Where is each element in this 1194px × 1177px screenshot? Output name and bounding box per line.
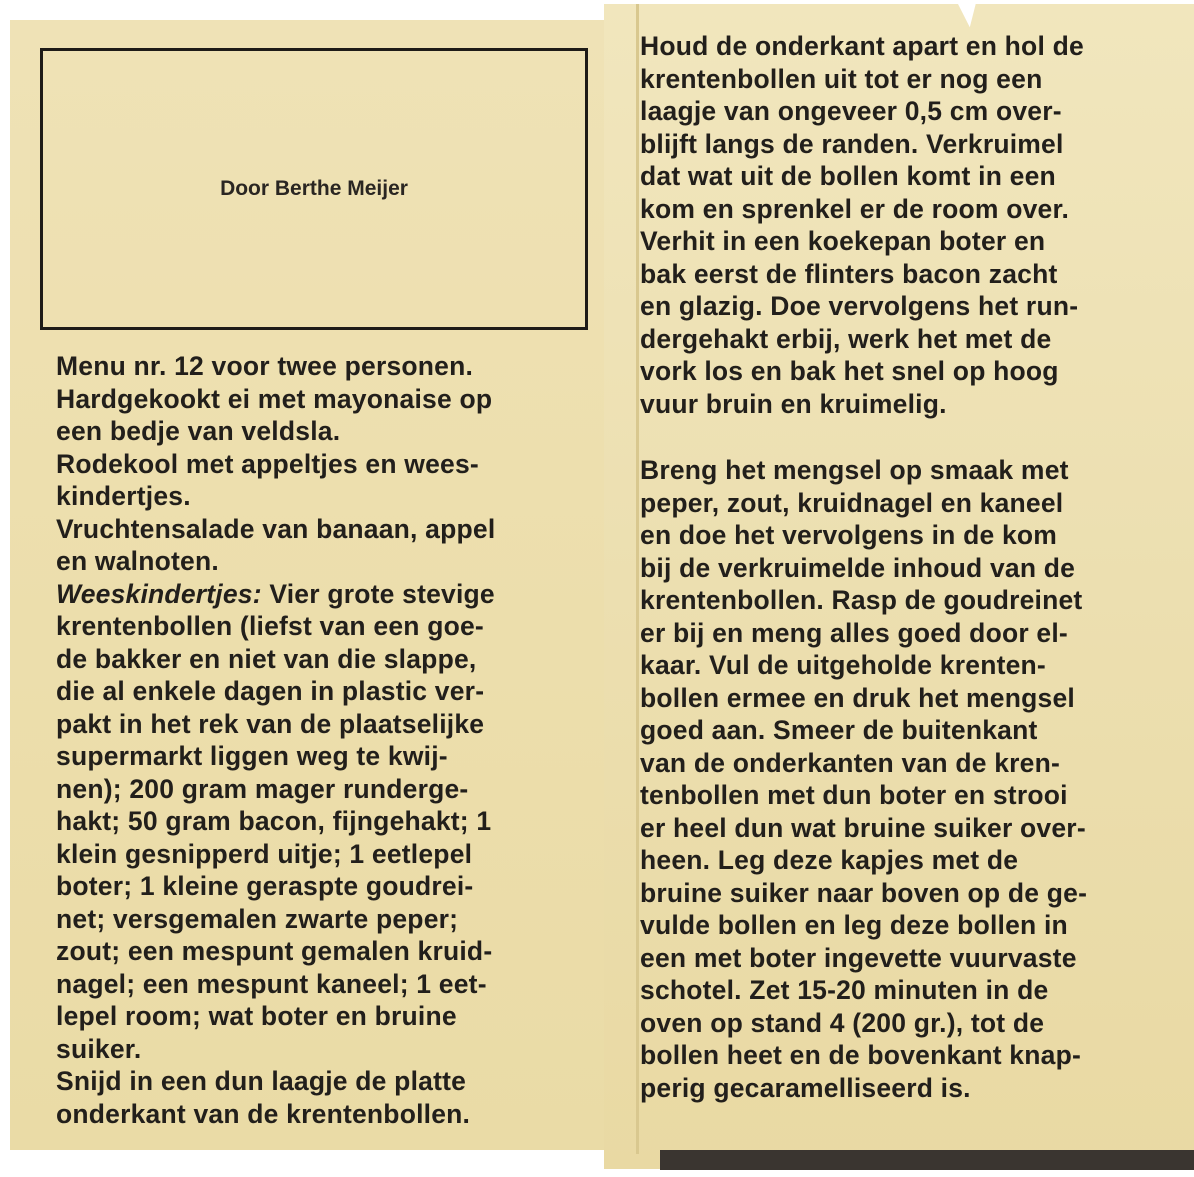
text-line: lepel room; wat boter en bruine bbox=[56, 1001, 457, 1031]
text-line: supermarkt liggen weg te kwij- bbox=[56, 741, 448, 771]
text-line-rest: Vier grote stevige bbox=[269, 578, 495, 609]
text-line: onderkant van de krentenbollen. bbox=[56, 1098, 471, 1129]
byline: Door Berthe Meijer bbox=[220, 177, 408, 200]
text-line: bollen heet en de bovenkant knap- bbox=[640, 1040, 1081, 1070]
text-line: een met boter ingevette vuurvaste bbox=[640, 942, 1077, 973]
italic-label: Weeskindertjes: bbox=[56, 578, 262, 609]
text-line: en walnoten. bbox=[56, 546, 219, 576]
text-line: Breng het mengsel op smaak met bbox=[640, 455, 1069, 485]
text-line: nen); 200 gram mager runderge- bbox=[56, 773, 469, 804]
text-line: Houd de onderkant apart en hol de bbox=[640, 31, 1084, 61]
text-line: nagel; een mespunt kaneel; 1 eet- bbox=[56, 968, 487, 999]
text-line: kindertjes. bbox=[56, 481, 191, 511]
text-line: schotel. Zet 15-20 minuten in de bbox=[640, 975, 1049, 1005]
text-line: bij de verkruimelde inhoud van de bbox=[640, 552, 1076, 583]
text-line: krentenbollen uit tot er nog een bbox=[640, 63, 1043, 94]
text-line: Verhit in een koekepan boter en bbox=[640, 226, 1046, 256]
text-line: van de onderkanten van de kren- bbox=[640, 747, 1061, 778]
text-line: Hardgekookt ei met mayonaise op bbox=[56, 383, 493, 414]
text-line: oven op stand 4 (200 gr.), tot de bbox=[640, 1007, 1045, 1038]
text-line: vork los en bak het snel op hoog bbox=[640, 356, 1059, 386]
text-line: er heel dun wat bruine suiker over- bbox=[640, 812, 1086, 843]
text-line: dergehakt erbij, werk het met de bbox=[640, 323, 1052, 354]
text-line: en doe het vervolgens in de kom bbox=[640, 520, 1058, 550]
left-column-text bbox=[56, 350, 495, 1130]
byline-box bbox=[40, 48, 588, 330]
text-line: er bij en meng alles goed door el- bbox=[640, 617, 1068, 648]
text-line: heen. Leg deze kapjes met de bbox=[640, 845, 1019, 875]
text-line: de bakker en niet van die slappe, bbox=[56, 643, 477, 674]
bottom-edge-shadow bbox=[660, 1150, 1194, 1170]
text-line: hakt; 50 gram bacon, fijngehakt; 1 bbox=[56, 806, 492, 836]
text-line: laagje van ongeveer 0,5 cm over- bbox=[640, 96, 1062, 126]
text-line: suiker. bbox=[56, 1033, 142, 1064]
text-line: vulde bollen en leg deze bollen in bbox=[640, 910, 1068, 940]
text-line: pakt in het rek van de plaatselijke bbox=[56, 708, 485, 739]
text-line: krentenbollen (liefst van een goe- bbox=[56, 611, 484, 641]
text-line: bruine suiker naar boven op de ge- bbox=[640, 877, 1088, 908]
text-line: goed aan. Smeer de buitenkant bbox=[640, 715, 1038, 745]
text-line: zout; een mespunt gemalen kruid- bbox=[56, 936, 493, 966]
paragraph-gap bbox=[640, 420, 1087, 454]
right-column-text bbox=[640, 30, 1087, 1104]
text-line: Snijd in een dun laagje de platte bbox=[56, 1066, 467, 1096]
text-line bbox=[56, 578, 495, 611]
text-line: net; versgemalen zwarte peper; bbox=[56, 903, 459, 934]
text-line: Vruchtensalade van banaan, appel bbox=[56, 513, 496, 544]
tear-line bbox=[636, 4, 639, 1154]
text-line: die al enkele dagen in plastic ver- bbox=[56, 676, 485, 706]
text-line: bollen ermee en druk het mengsel bbox=[640, 682, 1075, 713]
text-line: een bedje van veldsla. bbox=[56, 416, 341, 446]
text-line: blijft langs de randen. Verkruimel bbox=[640, 128, 1064, 159]
text-line: Menu nr. 12 voor twee personen. bbox=[56, 351, 474, 381]
text-line: perig gecaramelliseerd is. bbox=[640, 1072, 971, 1103]
text-line: dat wat uit de bollen komt in een bbox=[640, 161, 1056, 191]
text-line: kom en sprenkel er de room over. bbox=[640, 193, 1070, 224]
text-line: vuur bruin en kruimelig. bbox=[640, 388, 947, 419]
text-line: krentenbollen. Rasp de goudreinet bbox=[640, 585, 1083, 615]
text-line: boter; 1 kleine geraspte goudrei- bbox=[56, 871, 474, 901]
text-line: tenbollen met dun boter en strooi bbox=[640, 780, 1068, 810]
text-line: Rodekool met appeltjes en wees- bbox=[56, 448, 479, 479]
text-line: en glazig. Doe vervolgens het run- bbox=[640, 291, 1079, 321]
text-line: kaar. Vul de uitgeholde krenten- bbox=[640, 650, 1046, 680]
text-line: klein gesnipperd uitje; 1 eetlepel bbox=[56, 838, 473, 869]
text-line: peper, zout, kruidnagel en kaneel bbox=[640, 487, 1064, 518]
text-line: bak eerst de flinters bacon zacht bbox=[640, 258, 1058, 289]
